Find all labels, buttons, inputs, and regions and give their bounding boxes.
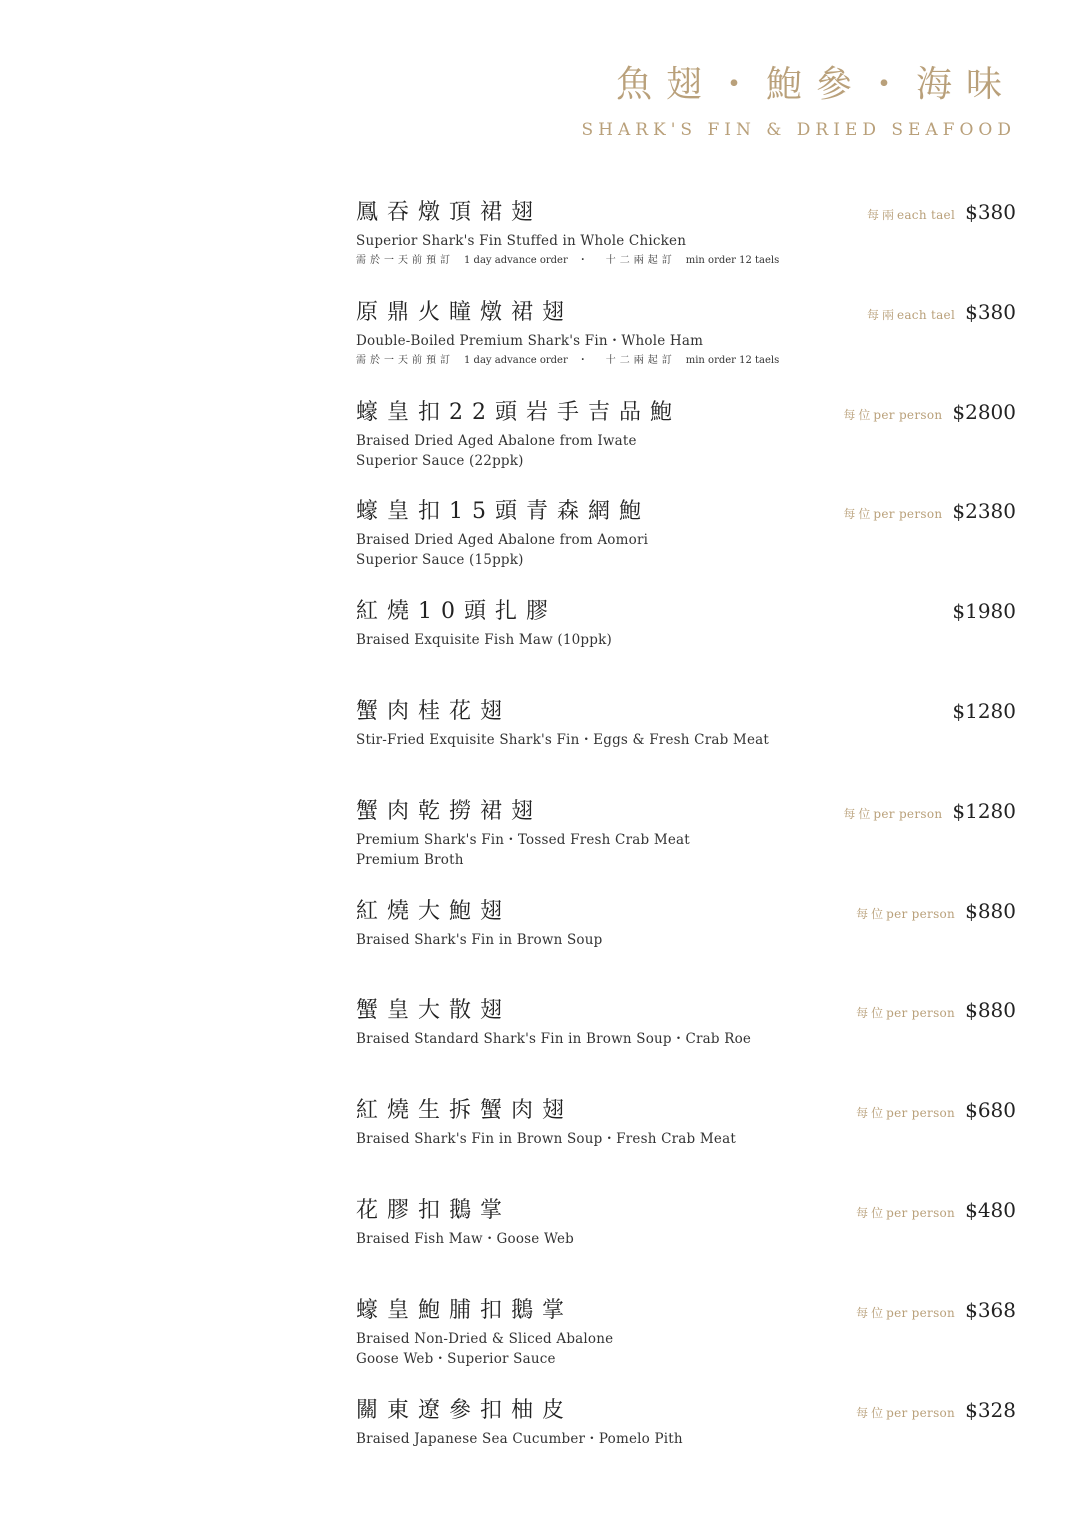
price-unit bbox=[867, 206, 955, 223]
note-advance-zh: 需於一天前預訂 bbox=[356, 255, 454, 266]
menu-item bbox=[356, 897, 1016, 997]
dish-name-zh: 原鼎火瞳燉裙翅 bbox=[356, 299, 574, 325]
price-block bbox=[952, 699, 1016, 723]
dish-name-zh: 蠔皇扣22頭岩手吉品鮑 bbox=[356, 399, 681, 425]
price-block bbox=[856, 998, 1016, 1022]
menu-item bbox=[356, 597, 1016, 697]
price-block bbox=[867, 200, 1016, 224]
price: $380 bbox=[965, 200, 1016, 224]
price-unit-zh: 每位 bbox=[843, 507, 874, 522]
price: $1980 bbox=[952, 599, 1016, 624]
dish-name-zh: 紅燒10頭扎膠 bbox=[356, 599, 557, 625]
dish-name-en: Superior Shark's Fin Stuffed in Whole Chicken bbox=[356, 233, 687, 249]
price-unit-zh: 每位 bbox=[856, 1305, 887, 1320]
price-unit bbox=[856, 1204, 955, 1221]
price-unit-zh: 每兩 bbox=[866, 208, 897, 222]
dish-name-en: Braised Non-Dried & Sliced Abalone bbox=[356, 1330, 614, 1347]
price-unit-en: per person bbox=[873, 407, 943, 422]
menu-item bbox=[356, 1296, 1016, 1396]
price-block bbox=[867, 300, 1016, 324]
note-min-en: min order 12 taels bbox=[685, 255, 780, 266]
price-unit-en: each tael bbox=[896, 208, 956, 222]
price-unit bbox=[843, 505, 942, 522]
dish-name-en: Premium Broth bbox=[356, 851, 464, 868]
dish-name-zh: 蟹肉乾撈裙翅 bbox=[356, 798, 543, 824]
price-unit-en: per person bbox=[873, 806, 943, 821]
price-unit bbox=[856, 1104, 955, 1121]
price: $380 bbox=[965, 299, 1016, 324]
price-block bbox=[856, 1398, 1016, 1422]
price-block bbox=[843, 400, 1016, 424]
dish-name-en: Braised Shark's Fin in Brown Soup bbox=[356, 931, 603, 948]
dish-name-en: Braised Standard Shark's Fin in Brown Soup・Crab Roe bbox=[356, 1031, 752, 1048]
note-separator: ・ bbox=[577, 255, 588, 266]
price: $1280 bbox=[952, 798, 1016, 823]
menu-item bbox=[356, 797, 1016, 897]
price-block bbox=[856, 1298, 1016, 1322]
menu-item bbox=[356, 298, 1016, 398]
price-block bbox=[856, 1198, 1016, 1222]
menu-item bbox=[356, 1096, 1016, 1196]
price-unit-en: each tael bbox=[896, 307, 956, 322]
dish-name-zh: 紅燒生拆蟹肉翅 bbox=[356, 1098, 574, 1124]
menu-list bbox=[356, 198, 1016, 1495]
price: $1280 bbox=[952, 698, 1016, 723]
dish-name-en: Braised Shark's Fin in Brown Soup・Fresh Crab Meat bbox=[356, 1131, 736, 1148]
dish-name-en: Braised Fish Maw・Goose Web bbox=[356, 1230, 574, 1247]
dish-name-en: Braised Dried Aged Abalone from Iwate bbox=[356, 432, 637, 449]
price-unit-zh: 每位 bbox=[843, 407, 874, 422]
price-unit bbox=[843, 406, 942, 423]
dish-name-en: Premium Shark's Fin・Tossed Fresh Crab Meat bbox=[356, 831, 690, 848]
price-unit-en: per person bbox=[886, 906, 956, 921]
price-unit-en: per person bbox=[886, 1405, 956, 1420]
dish-name-zh: 蠔皇扣15頭青森網鮑 bbox=[356, 499, 650, 525]
price: $368 bbox=[965, 1297, 1016, 1322]
note-min-zh: 十二兩起訂 bbox=[605, 255, 676, 266]
note-advance-en: 1 day advance order bbox=[464, 354, 568, 366]
dish-name-zh: 蠔皇鮑脯扣鵝掌 bbox=[356, 1297, 574, 1323]
dish-name-en: Superior Sauce (15ppk) bbox=[356, 552, 524, 569]
price-unit-en: per person bbox=[873, 507, 943, 522]
price-block bbox=[856, 1098, 1016, 1122]
price: $680 bbox=[965, 1098, 1016, 1123]
price-unit-zh: 每位 bbox=[856, 906, 887, 921]
price-unit bbox=[867, 306, 955, 323]
dish-name-en: Goose Web・Superior Sauce bbox=[356, 1350, 556, 1367]
price: $880 bbox=[965, 998, 1016, 1023]
page-title-zh: 魚翅・鮑參・海味 bbox=[615, 64, 1016, 105]
price-unit-zh: 每位 bbox=[843, 806, 874, 821]
note-advance-zh: 需於一天前預訂 bbox=[356, 354, 454, 366]
price-unit-en: per person bbox=[886, 1106, 956, 1121]
price-block bbox=[856, 899, 1016, 923]
dish-name-en: Braised Dried Aged Abalone from Aomori bbox=[356, 532, 649, 549]
note-separator: ・ bbox=[577, 354, 588, 366]
price: $2380 bbox=[952, 499, 1016, 524]
price-unit bbox=[843, 805, 942, 822]
dish-name-en: Superior Sauce (22ppk) bbox=[356, 452, 524, 469]
dish-name-en: Braised Japanese Sea Cucumber・Pomelo Pith bbox=[356, 1430, 683, 1447]
dish-name-en: Double-Boiled Premium Shark's Fin・Whole Ham bbox=[356, 332, 704, 349]
price-unit-zh: 每位 bbox=[856, 1205, 887, 1220]
dish-name-en: Stir-Fried Exquisite Shark's Fin・Eggs & Fresh Crab Meat bbox=[356, 731, 770, 748]
page-title-en: SHARK'S FIN & DRIED SEAFOOD bbox=[581, 120, 1016, 140]
price: $328 bbox=[965, 1397, 1016, 1422]
note-min-en: min order 12 taels bbox=[685, 354, 780, 366]
price: $2800 bbox=[952, 399, 1016, 424]
note-advance-en: 1 day advance order bbox=[464, 255, 568, 266]
dish-name-zh: 花膠扣鵝掌 bbox=[356, 1197, 512, 1223]
price-block bbox=[843, 799, 1016, 823]
dish-name-en: Braised Exquisite Fish Maw (10ppk) bbox=[356, 632, 612, 649]
price-unit bbox=[856, 1004, 955, 1021]
price-unit-en: per person bbox=[886, 1205, 956, 1220]
menu-item bbox=[356, 497, 1016, 597]
dish-name-zh: 蟹皇大散翅 bbox=[356, 998, 512, 1024]
menu-item bbox=[356, 398, 1016, 498]
menu-item bbox=[356, 1196, 1016, 1296]
price: $880 bbox=[965, 898, 1016, 923]
price-unit-zh: 每位 bbox=[856, 1405, 887, 1420]
price: $480 bbox=[965, 1197, 1016, 1222]
price-block bbox=[843, 499, 1016, 523]
dish-name-zh: 蟹肉桂花翅 bbox=[356, 698, 512, 724]
price-unit-zh: 每位 bbox=[856, 1006, 887, 1021]
menu-item bbox=[356, 697, 1016, 797]
price-unit-zh: 每位 bbox=[856, 1106, 887, 1121]
price-unit bbox=[856, 1404, 955, 1421]
note-min-zh: 十二兩起訂 bbox=[605, 354, 676, 366]
dish-name-zh: 紅燒大鮑翅 bbox=[356, 898, 512, 924]
price-unit-zh: 每兩 bbox=[866, 307, 897, 322]
menu-item bbox=[356, 996, 1016, 1096]
price-block bbox=[952, 599, 1016, 623]
menu-item bbox=[356, 198, 1016, 298]
dish-name-zh: 關東遼參扣柚皮 bbox=[356, 1397, 574, 1423]
dish-name-zh: 鳳吞燉頂裙翅 bbox=[356, 200, 543, 225]
price-unit bbox=[856, 1304, 955, 1321]
order-note bbox=[356, 253, 1016, 269]
price-unit-en: per person bbox=[886, 1305, 956, 1320]
price-unit bbox=[856, 905, 955, 922]
price-unit-en: per person bbox=[886, 1006, 956, 1021]
order-note bbox=[356, 353, 1016, 369]
menu-item bbox=[356, 1396, 1016, 1496]
